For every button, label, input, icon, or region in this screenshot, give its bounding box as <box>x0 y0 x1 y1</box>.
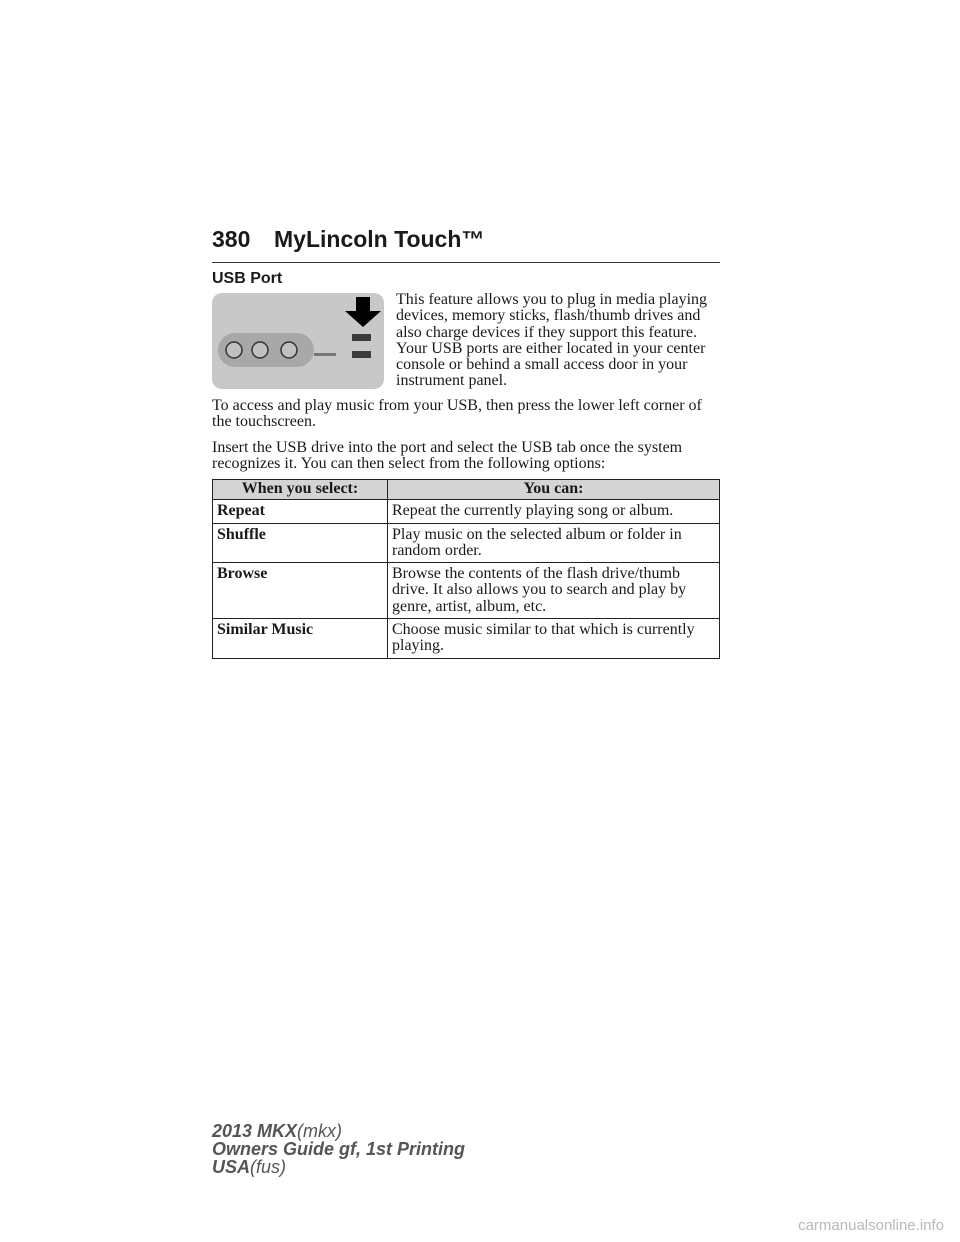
footer-guide: Owners Guide gf, 1st Printing <box>212 1139 466 1159</box>
table-row <box>213 500 720 523</box>
table-row <box>213 523 720 563</box>
footer-model: 2013 MKX <box>212 1121 298 1141</box>
footer-region-code: (fus) <box>250 1157 287 1177</box>
header-you-can: You can: <box>388 480 720 500</box>
footer-line-1 <box>212 1122 465 1140</box>
section-title: USB Port <box>212 270 283 287</box>
usb-options-table <box>212 479 720 659</box>
table-row <box>213 563 720 619</box>
intro-paragraph: This feature allows you to plug in media playing devices, memory sticks, flash/thumb drives and also charge devices if they support this feature. Your USB ports are either located in your center console or behind a small access door in your instrument panel. <box>396 291 708 390</box>
header-when-you-select: When you select: <box>213 480 388 500</box>
option-description: Repeat the currently playing song or album. <box>388 500 720 523</box>
table-header-row <box>213 480 720 500</box>
page-number: 380 <box>212 226 251 252</box>
footer-model-code: (mkx) <box>297 1121 343 1141</box>
access-paragraph: To access and play music from your USB, then press the lower left corner of the touchscreen. <box>212 397 702 431</box>
option-description: Play music on the selected album or folder in random order. <box>388 523 720 563</box>
document-footer <box>212 1122 465 1176</box>
footer-line-3 <box>212 1158 465 1176</box>
page-header <box>212 226 720 263</box>
option-description: Choose music similar to that which is currently playing. <box>388 619 720 659</box>
footer-line-2 <box>212 1140 465 1158</box>
watermark: carmanualsonline.info <box>798 1217 944 1234</box>
insert-paragraph: Insert the USB drive into the port and select the USB tab once the system recognizes it. You can then select from the following options: <box>212 439 683 473</box>
table-row <box>213 619 720 659</box>
option-browse: Browse <box>213 563 388 619</box>
option-repeat: Repeat <box>213 500 388 523</box>
option-description: Browse the contents of the flash drive/thumb drive. It also allows you to search and play by genre, artist, album, etc. <box>388 563 720 619</box>
option-similar-music: Similar Music <box>213 619 388 659</box>
usb-port-illustration <box>212 293 384 389</box>
option-shuffle: Shuffle <box>213 523 388 563</box>
chapter-title: MyLincoln Touch™ <box>274 226 485 252</box>
footer-region: USA <box>212 1157 251 1177</box>
